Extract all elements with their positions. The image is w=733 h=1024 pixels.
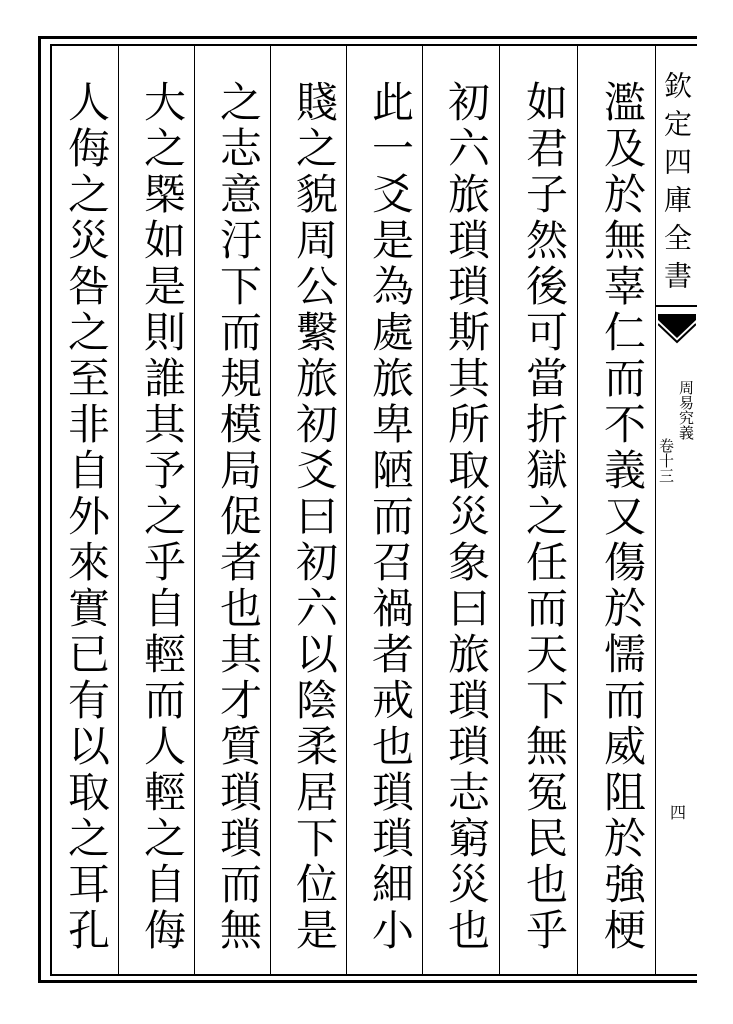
column-rule	[118, 46, 119, 974]
column-rule	[422, 46, 423, 974]
margin-page-number: 四	[669, 803, 686, 822]
inner-border-bottom	[50, 974, 697, 976]
text-column-4: 此一爻是為處旅卑陋而召禍者戒也瑣瑣細小	[366, 80, 415, 954]
margin-separator	[656, 305, 697, 307]
text-column-5: 賤之貌周公繫旅初爻曰初六以陰柔居下位是	[290, 80, 339, 954]
fish-tail-icon	[658, 314, 696, 344]
text-column-8: 人侮之災咎之至非自外來實已有以取之耳孔	[62, 80, 111, 954]
column-rule	[270, 46, 271, 974]
column-rule	[346, 46, 347, 974]
text-column-6: 之志意汙下而規模局促者也其才質瑣瑣而無	[214, 80, 263, 954]
margin-book-title: 周易究義	[677, 380, 695, 440]
column-rule	[577, 46, 578, 974]
inner-border-left	[50, 44, 52, 976]
margin-volume: 卷十三	[657, 437, 675, 483]
text-column-7: 大之槩如是則誰其予之乎自輕而人輕之自侮	[138, 80, 187, 954]
text-column-1: 濫及於無辜仁而不義又傷於懦而威阻於強梗	[598, 80, 647, 954]
text-column-2: 如君子然後可當折獄之任而天下無冤民也乎	[520, 80, 569, 954]
inner-border-top	[50, 44, 697, 46]
column-rule	[194, 46, 195, 974]
margin-title: 欽定四庫全書	[660, 71, 693, 299]
text-column-3: 初六旅瑣瑣斯其所取災象曰旅瑣瑣志窮災也	[442, 80, 491, 954]
column-rule	[499, 46, 500, 974]
